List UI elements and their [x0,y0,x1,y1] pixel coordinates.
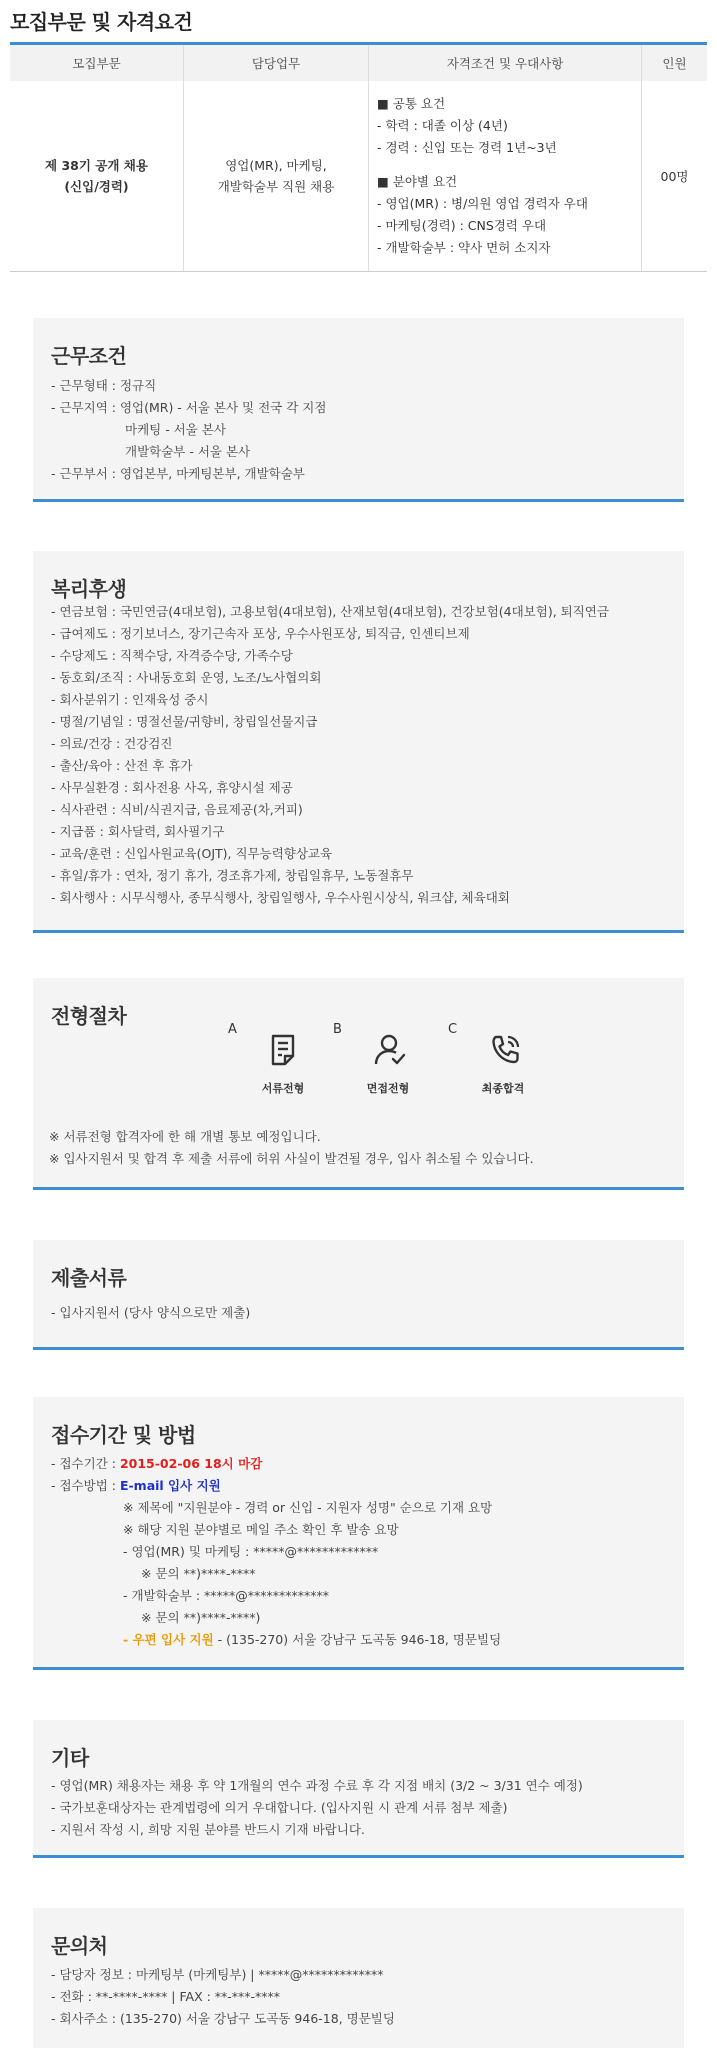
work-conditions-section [33,318,684,502]
etc-line: - 영업(MR) 채용자는 채용 후 약 1개월의 연수 과정 수료 후 각 지점 배치 (3/2 ~ 3/31 연수 예정) [51,1778,583,1793]
step-label: 면접전형 [366,1082,410,1095]
table-row [10,81,707,272]
cell-qualification [369,81,642,272]
deadline-text: 2015-02-06 18시 마감 [119,1456,263,1471]
contact-section [33,1908,684,2048]
work-line: - 근무지역 : 영업(MR) - 서울 본사 및 전국 각 지점 [51,400,327,415]
section-heading: 기타 [51,1746,89,1770]
cell-duty [184,81,369,272]
apply-period [51,1453,501,1475]
section-heading: 접수기간 및 방법 [51,1423,196,1447]
welfare-section [33,551,684,933]
post-apply-label: - 우편 입사 지원 [123,1632,214,1647]
email-apply-text: E-mail 입사 지원 [119,1478,221,1493]
welfare-line: - 급여제도 : 정기보너스, 장기근속자 포상, 우수사원포상, 퇴직금, 인센티브제 [51,626,470,641]
field-item: - 영업(MR) : 병/의원 영업 경력자 우대 [377,196,588,211]
section-heading: 복리후생 [51,577,127,601]
col-header-count: 인원 [642,44,708,82]
section-heading: 문의처 [51,1934,108,1958]
page-title: 모집부문 및 자격요건 [10,10,193,34]
process-note: ※ 입사지원서 및 합격 후 제출 서류에 허위 사실이 발견될 경우, 입사 취소될 수 있습니다. [49,1151,534,1166]
person-check-icon [374,1034,406,1066]
field-item: - 마케팅(경력) : CNS경력 우대 [377,218,547,233]
welfare-line: - 명절/기념일 : 명절선물/귀향비, 창립일선물지급 [51,714,318,729]
work-line: 개발학술부 - 서울 본사 [125,444,251,459]
apply-method [51,1475,501,1497]
apply-note: ※ 해당 지원 분야별로 메일 주소 확인 후 발송 요망 [123,1522,399,1537]
apply-email-mr: - 영업(MR) 및 마케팅 : *****@************* [123,1544,379,1559]
post-address: - (135-270) 서울 강남구 도곡동 946-18, 명문빌딩 [213,1632,502,1647]
col-header-qualification: 자격조건 및 우대사항 [369,44,642,82]
documents-line: - 입사지원서 (당사 양식으로만 제출) [51,1305,251,1320]
etc-line: - 국가보훈대상자는 관계법령에 의거 우대합니다. (입사지원 시 관계 서류 첨부 제출) [51,1800,508,1815]
welfare-line: - 휴일/휴가 : 연차, 정기 휴가, 경조휴가제, 창립일휴무, 노동절휴무 [51,868,414,883]
contact-line: - 전화 : **-****-**** | FAX : **-***-**** [51,1989,281,2004]
document-icon [269,1034,297,1066]
duty-line1: 영업(MR), 마케팅, [225,158,327,173]
apply-contact-dev: ※ 문의 **)****-****) [141,1610,261,1625]
method-label: - 접수방법 : [51,1478,120,1493]
step-label: 최종합격 [481,1082,525,1095]
welfare-line: - 사무실환경 : 회사전용 사옥, 휴양시설 제공 [51,780,293,795]
dept-line1: 제 38기 공개 채용 [45,158,148,173]
welfare-line: - 식사관련 : 식비/식권지급, 음료제공(차,커피) [51,802,303,817]
welfare-line: - 교육/훈련 : 신입사원교육(OJT), 직무능력향상교육 [51,846,333,861]
welfare-line: - 연금보험 : 국민연금(4대보험), 고용보험(4대보험), 산재보험(4대보험), 건강보험(4대보험), 퇴직연금 [51,604,609,619]
section-heading: 전형절차 [51,1004,127,1028]
step-label: 서류전형 [261,1082,305,1095]
dept-line2: (신입/경력) [64,179,129,194]
period-label: - 접수기간 : [51,1456,120,1471]
welfare-line: - 회사행사 : 시무식행사, 종무식행사, 창립일행사, 우수사원시상식, 워크샵, 체육대회 [51,890,510,905]
work-line: 마케팅 - 서울 본사 [125,422,226,437]
col-header-duty: 담당업무 [184,44,369,82]
common-item: - 학력 : 대졸 이상 (4년) [377,118,508,133]
welfare-line: - 출산/육아 : 산전 후 휴가 [51,758,193,773]
apply-email-dev: - 개발학술부 : *****@************* [123,1588,330,1603]
common-item: - 경력 : 신입 또는 경력 1년~3년 [377,140,557,155]
process-section [33,978,684,1190]
recruit-table [10,42,707,272]
section-heading: 근무조건 [51,344,127,368]
step-letter: C [448,1022,458,1037]
contact-line: - 회사주소 : (135-270) 서울 강남구 도곡동 946-18, 명문빌딩 [51,2011,395,2026]
table-header-row [10,44,707,82]
duty-line2: 개발학술부 직원 채용 [217,179,335,194]
welfare-line: - 의료/건강 : 건강검진 [51,736,173,751]
etc-line: - 지원서 작성 시, 희망 지원 분야를 반드시 기재 바랍니다. [51,1822,365,1837]
phone-icon [489,1034,521,1066]
cell-dept [10,81,184,272]
apply-contact-mr: ※ 문의 **)****-**** [141,1566,256,1581]
work-line: - 근무형태 : 정규직 [51,378,157,393]
process-steps [218,1022,525,1102]
apply-note: ※ 제목에 "지원분야 - 경력 or 신입 - 지원자 성명" 순으로 기재 요망 [123,1500,493,1515]
cell-count: 00명 [642,81,708,272]
welfare-line: - 수당제도 : 직책수당, 자격증수당, 가족수당 [51,648,293,663]
apply-mail [51,1629,501,1651]
contact-line: - 담당자 정보 : 마케팅부 (마케팅부) | *****@************* [51,1967,384,1982]
welfare-line: - 지급품 : 회사달력, 회사필기구 [51,824,225,839]
step-letter: A [228,1022,237,1037]
welfare-line: - 동호회/조직 : 사내동호회 운영, 노조/노사협의회 [51,670,322,685]
step-letter: B [333,1022,342,1037]
field-item: - 개발학술부 : 약사 면허 소지자 [377,240,551,255]
welfare-line: - 회사분위기 : 인재육성 중시 [51,692,209,707]
documents-section [33,1240,684,1350]
process-note: ※ 서류전형 합격자에 한 해 개별 통보 예정입니다. [49,1129,321,1144]
section-heading: 제출서류 [51,1266,127,1290]
apply-section [33,1397,684,1670]
work-line: - 근무부서 : 영업본부, 마케팅본부, 개발학술부 [51,466,305,481]
common-title: ■ 공통 요건 [377,96,446,111]
col-header-dept: 모집부문 [10,44,184,82]
etc-section [33,1720,684,1858]
field-title: ■ 분야별 요건 [377,174,458,189]
